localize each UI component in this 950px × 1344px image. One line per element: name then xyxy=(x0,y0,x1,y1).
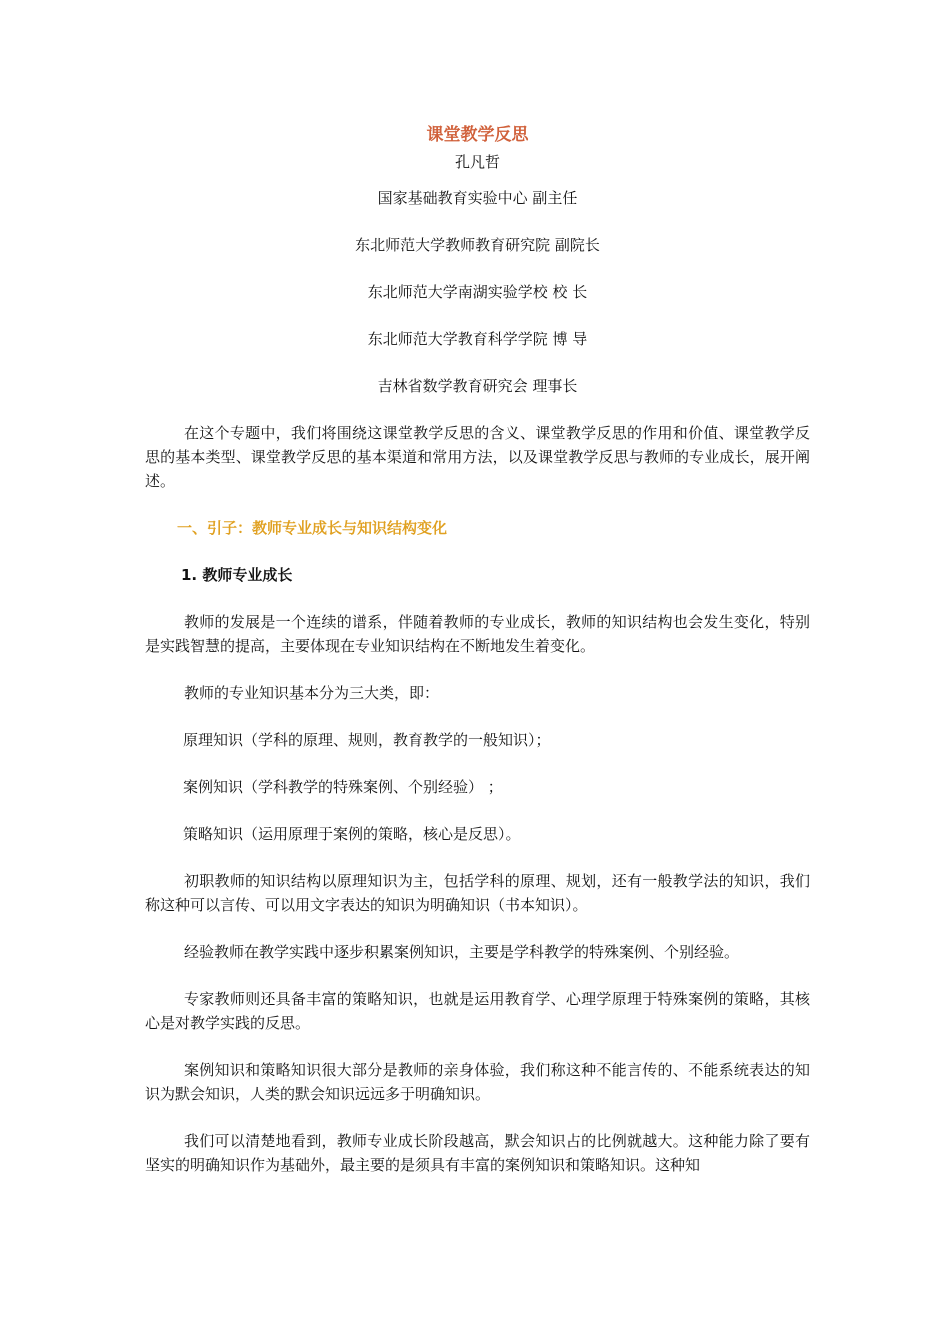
affiliation-line: 东北师范大学教师教育研究院 副院长 xyxy=(355,236,600,254)
affiliation-line: 国家基础教育实验中心 副主任 xyxy=(377,189,578,207)
body-paragraph: 教师的发展是一个连续的谱系，伴随着教师的专业成长，教师的知识结构也会发生变化，特别是实践智慧的提高，主要体现在专业知识结构在不断地发生着变化。 xyxy=(145,613,810,655)
intro-paragraph: 在这个专题中，我们将围绕这课堂教学反思的含义、课堂教学反思的作用和价值、课堂教学反思的基本类型、课堂教学反思的基本渠道和常用方法，以及课堂教学反思与教师的专业成长，展开阐述。 xyxy=(145,424,810,490)
author-name: 孔凡哲 xyxy=(454,153,500,171)
subsection-heading: 1. 教师专业成长 xyxy=(181,566,293,584)
body-paragraph: 初职教师的知识结构以原理知识为主，包括学科的原理、规划，还有一般教学法的知识，我们称这种可以言传、可以用文字表达的知识为明确知识（书本知识）。 xyxy=(145,872,810,914)
document-title: 课堂教学反思 xyxy=(426,125,529,145)
knowledge-type-item: 策略知识（运用原理于案例的策略，核心是反思）。 xyxy=(183,825,521,843)
section-heading: 一、引子：教师专业成长与知识结构变化 xyxy=(177,519,448,537)
body-paragraph: 教师的专业知识基本分为三大类，即： xyxy=(184,684,440,702)
affiliation-line: 吉林省数学教育研究会 理事长 xyxy=(377,377,578,395)
knowledge-type-item: 案例知识（学科教学的特殊案例、个别经验） ； xyxy=(183,778,503,796)
knowledge-type-item: 原理知识（学科的原理、规则，教育教学的一般知识）； xyxy=(183,731,551,749)
affiliation-line: 东北师范大学教育科学学院 博 导 xyxy=(367,330,588,348)
document-page xyxy=(145,120,810,1200)
body-paragraph: 我们可以清楚地看到，教师专业成长阶段越高，默会知识占的比例就越大。这种能力除了要有坚实的明确知识作为基础外，最主要的是须具有丰富的案例知识和策略知识。这种知 xyxy=(145,1132,810,1174)
affiliation-line: 东北师范大学南湖实验学校 校 长 xyxy=(367,283,588,301)
body-paragraph: 案例知识和策略知识很大部分是教师的亲身体验，我们称这种不能言传的、不能系统表达的知识为默会知识，人类的默会知识远远多于明确知识。 xyxy=(145,1061,810,1103)
body-paragraph: 专家教师则还具备丰富的策略知识，也就是运用教育学、心理学原理于特殊案例的策略，其核心是对教学实践的反思。 xyxy=(145,990,810,1032)
body-paragraph: 经验教师在教学实践中逐步积累案例知识，主要是学科教学的特殊案例、个别经验。 xyxy=(184,943,740,961)
